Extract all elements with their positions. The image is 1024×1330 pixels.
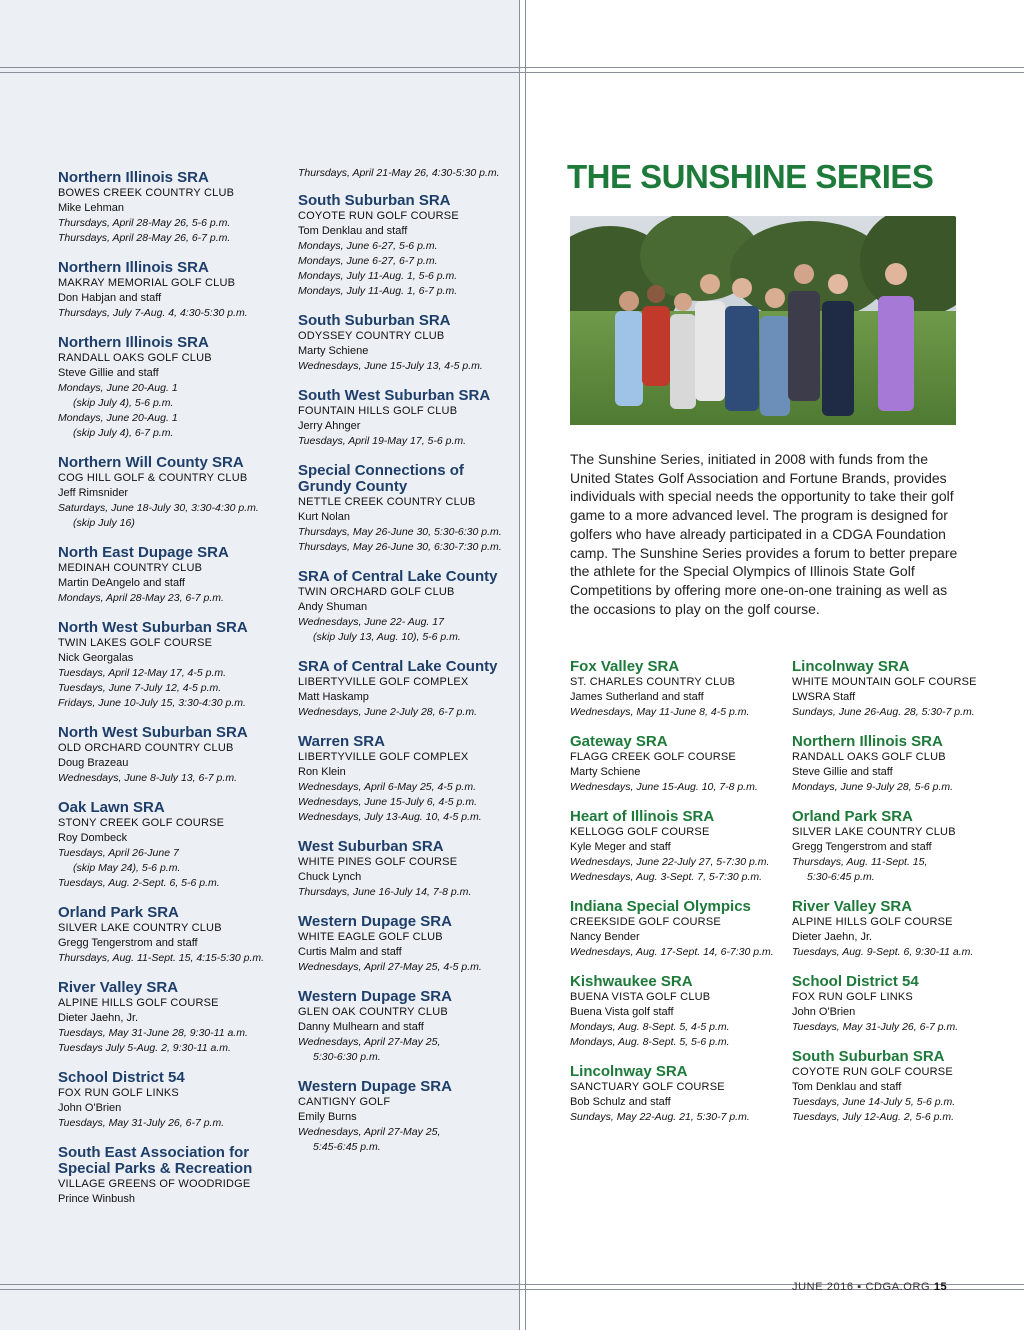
schedule-line: Tuesdays, April 19-May 17, 5-6 p.m.	[298, 435, 467, 447]
program-entry	[792, 734, 1017, 795]
schedule-line: Thursdays, May 26-June 30, 5:30-6:30 p.m.	[298, 526, 502, 538]
schedule-line: Wednesdays, June 15-July 6, 4-5 p.m.	[298, 796, 477, 808]
program-title: Northern Illinois SRA	[58, 334, 209, 351]
program-title: Northern Illinois SRA	[792, 733, 943, 750]
venue-name: TWIN LAKES GOLF COURSE	[58, 637, 213, 649]
contact-name: Bob Schulz and staff	[570, 1096, 671, 1108]
program-title: Gateway SRA	[570, 733, 668, 750]
schedule-line: (skip July 16)	[73, 517, 135, 529]
program-entry	[298, 659, 513, 720]
top-rule	[0, 72, 1024, 73]
contact-name: Dieter Jaehn, Jr.	[792, 931, 873, 943]
page-footer	[792, 1281, 947, 1293]
contact-name: Prince Winbush	[58, 1193, 136, 1205]
contact-name: Dieter Jaehn, Jr.	[58, 1012, 139, 1024]
venue-name: CREEKSIDE GOLF COURSE	[570, 916, 721, 928]
footer-issue: JUNE 2016 ▪ CDGA.ORG	[792, 1281, 931, 1293]
program-entry	[298, 463, 513, 555]
venue-name: SILVER LAKE COUNTRY CLUB	[58, 922, 222, 934]
contact-name: Mike Lehman	[58, 202, 125, 214]
schedule-line: Wednesdays, Aug. 17-Sept. 14, 6-7:30 p.m.	[570, 946, 774, 958]
program-entry	[298, 193, 513, 299]
schedule-line: Thursdays, Aug. 11-Sept. 15,	[792, 856, 928, 868]
schedule-line: Tuesdays, May 31-June 28, 9:30-11 a.m.	[58, 1027, 248, 1039]
program-column-1	[58, 170, 288, 1221]
contact-name: Tom Denklau and staff	[298, 225, 408, 237]
venue-name: WHITE MOUNTAIN GOLF COURSE	[792, 676, 977, 688]
schedule-line: Thursdays, May 26-June 30, 6:30-7:30 p.m.	[298, 541, 502, 553]
contact-name: Chuck Lynch	[298, 871, 362, 883]
program-title: River Valley SRA	[792, 898, 913, 915]
contact-name: Tom Denklau and staff	[792, 1081, 902, 1093]
schedule-line: Saturdays, June 18-July 30, 3:30-4:30 p.m.	[58, 502, 259, 514]
program-entry	[298, 734, 513, 825]
program-title: School District 54	[792, 973, 919, 990]
schedule-line: Thursdays, June 16-July 14, 7-8 p.m.	[298, 886, 472, 898]
contact-name: Gregg Tengerstrom and staff	[792, 841, 932, 853]
venue-name: ALPINE HILLS GOLF COURSE	[58, 997, 219, 1009]
program-entry	[58, 1070, 288, 1131]
program-title: Northern Illinois SRA	[58, 259, 209, 276]
program-entry	[298, 569, 513, 645]
schedule-line: Tuesdays, April 12-May 17, 4-5 p.m.	[58, 667, 227, 679]
schedule-line: Mondays, Aug. 8-Sept. 5, 5-6 p.m.	[570, 1036, 730, 1048]
schedule-line: (skip July 13, Aug. 10), 5-6 p.m.	[313, 631, 461, 643]
schedule-line: Wednesdays, June 15-Aug. 10, 7-8 p.m.	[570, 781, 758, 793]
program-entry	[58, 455, 288, 531]
schedule-line: Wednesdays, April 6-May 25, 4-5 p.m.	[298, 781, 476, 793]
contact-name: Matt Haskamp	[298, 691, 369, 703]
venue-name: RANDALL OAKS GOLF CLUB	[792, 751, 946, 763]
program-title: South East Association for Special Parks & Recreation	[58, 1144, 253, 1177]
program-entry	[570, 659, 785, 720]
contact-name: Roy Dombeck	[58, 832, 128, 844]
contact-name: Nancy Bender	[570, 931, 640, 943]
program-title: SRA of Central Lake County	[298, 658, 498, 675]
contact-name: Ron Klein	[298, 766, 346, 778]
group-photo	[570, 216, 956, 425]
program-title: Lincolnway SRA	[570, 1063, 688, 1080]
program-title: SRA of Central Lake County	[298, 568, 498, 585]
program-title: Warren SRA	[298, 733, 385, 750]
contact-name: Gregg Tengerstrom and staff	[58, 937, 198, 949]
program-title: Fox Valley SRA	[570, 658, 680, 675]
contact-name: Jerry Ahnger	[298, 420, 361, 432]
schedule-line: Mondays, June 9-July 28, 5-6 p.m.	[792, 781, 954, 793]
schedule-line: Tuesdays, June 7-July 12, 4-5 p.m.	[58, 682, 222, 694]
contact-name: John O'Brien	[58, 1102, 122, 1114]
page-number: 15	[933, 1281, 948, 1293]
column-divider	[525, 0, 526, 1330]
contact-name: Nick Georgalas	[58, 652, 134, 664]
schedule-line: (skip July 4), 6-7 p.m.	[73, 427, 174, 439]
venue-name: SANCTUARY GOLF COURSE	[570, 1081, 725, 1093]
program-column-3	[570, 659, 785, 1139]
contact-name: Martin DeAngelo and staff	[58, 577, 185, 589]
schedule-line: Mondays, June 6-27, 6-7 p.m.	[298, 255, 438, 267]
program-title: South Suburban SRA	[298, 312, 451, 329]
schedule-line: Thursdays, April 28-May 26, 5-6 p.m.	[58, 217, 231, 229]
page-title: THE SUNSHINE SERIES	[567, 158, 934, 195]
schedule-line: Tuesdays, May 31-July 26, 6-7 p.m.	[792, 1021, 959, 1033]
schedule-line: Mondays, April 28-May 23, 6-7 p.m.	[58, 592, 224, 604]
schedule-line: Tuesdays July 5-Aug. 2, 9:30-11 a.m.	[58, 1042, 231, 1054]
program-title: North West Suburban SRA	[58, 724, 248, 741]
venue-name: CANTIGNY GOLF	[298, 1096, 391, 1108]
program-entry	[58, 905, 288, 966]
venue-name: ST. CHARLES COUNTRY CLUB	[570, 676, 736, 688]
venue-name: ODYSSEY COUNTRY CLUB	[298, 330, 445, 342]
venue-name: WHITE EAGLE GOLF CLUB	[298, 931, 443, 943]
venue-name: FLAGG CREEK GOLF COURSE	[570, 751, 736, 763]
venue-name: SILVER LAKE COUNTRY CLUB	[792, 826, 956, 838]
program-title: River Valley SRA	[58, 979, 179, 996]
program-entry	[298, 914, 513, 975]
program-title: Western Dupage SRA	[298, 913, 452, 930]
program-title: Heart of Illinois SRA	[570, 808, 715, 825]
schedule-line: Tuesdays, May 31-July 26, 6-7 p.m.	[58, 1117, 225, 1129]
program-title: Special Connections of Grundy County	[298, 462, 464, 495]
schedule-line: 5:45-6:45 p.m.	[313, 1141, 381, 1153]
schedule-line: Mondays, June 20-Aug. 1	[58, 382, 178, 394]
venue-name: MAKRAY MEMORIAL GOLF CLUB	[58, 277, 236, 289]
schedule-line: Sundays, May 22-Aug. 21, 5:30-7 p.m.	[570, 1111, 750, 1123]
venue-name: WHITE PINES GOLF COURSE	[298, 856, 458, 868]
program-entry	[58, 170, 288, 246]
program-entry	[298, 1079, 513, 1155]
schedule-line: Tuesdays, Aug. 2-Sept. 6, 5-6 p.m.	[58, 877, 220, 889]
venue-name: KELLOGG GOLF COURSE	[570, 826, 710, 838]
program-title: Orland Park SRA	[58, 904, 179, 921]
program-entry	[58, 620, 288, 711]
contact-name: Steve Gillie and staff	[58, 367, 159, 379]
program-column-4	[792, 659, 1017, 1139]
intro-paragraph: The Sunshine Series, initiated in 2008 with funds from the United States Golf Association and Fortune Brands, provides individuals with special needs the opportunity to take their golf game to a more advanced level. The program is designed for golfers who have already participated in a CDGA Foundation camp. The Sunshine Series provides a forum to better prepare the athlete for the Special Olympics of Illinois State Golf Competitions by offering more one-on-one training as well as the occasions to play on the golf course.	[570, 451, 958, 617]
schedule-line: Mondays, July 11-Aug. 1, 5-6 p.m.	[298, 270, 458, 282]
contact-name: Andy Shuman	[298, 601, 368, 613]
venue-name: MEDINAH COUNTRY CLUB	[58, 562, 203, 574]
venue-name: RANDALL OAKS GOLF CLUB	[58, 352, 212, 364]
program-entry	[298, 989, 513, 1065]
program-title: Western Dupage SRA	[298, 1078, 452, 1095]
program-title: Western Dupage SRA	[298, 988, 452, 1005]
contact-name: LWSRA Staff	[792, 691, 856, 703]
program-entry	[570, 809, 785, 885]
schedule-line: (skip May 24), 5-6 p.m.	[73, 862, 181, 874]
venue-name: BUENA VISTA GOLF CLUB	[570, 991, 711, 1003]
program-title: North East Dupage SRA	[58, 544, 229, 561]
program-title: West Suburban SRA	[298, 838, 444, 855]
schedule-line: Tuesdays, June 14-July 5, 5-6 p.m.	[792, 1096, 956, 1108]
program-entry	[58, 725, 288, 786]
schedule-line: Wednesdays, April 27-May 25, 4-5 p.m.	[298, 961, 482, 973]
program-title: Northern Illinois SRA	[58, 169, 209, 186]
program-entry	[792, 974, 1017, 1035]
contact-name: James Sutherland and staff	[570, 691, 704, 703]
contact-name: John O'Brien	[792, 1006, 856, 1018]
contact-name: Curtis Malm and staff	[298, 946, 402, 958]
program-entry	[792, 659, 1017, 720]
column-divider	[519, 0, 520, 1330]
contact-name: Marty Schiene	[298, 345, 369, 357]
venue-name: TWIN ORCHARD GOLF CLUB	[298, 586, 455, 598]
venue-name: COYOTE RUN GOLF COURSE	[298, 210, 459, 222]
program-entry	[570, 734, 785, 795]
program-title: Lincolnway SRA	[792, 658, 910, 675]
schedule-line: 5:30-6:30 p.m.	[313, 1051, 381, 1063]
program-entry	[792, 899, 1017, 960]
schedule-line: Tuesdays, April 26-June 7	[58, 847, 179, 859]
schedule-line: Thursdays, April 21-May 26, 4:30-5:30 p.m.	[298, 167, 500, 179]
schedule-line: Wednesdays, May 11-June 8, 4-5 p.m.	[570, 706, 750, 718]
contact-name: Kurt Nolan	[298, 511, 350, 523]
schedule-line: Wednesdays, April 27-May 25,	[298, 1036, 441, 1048]
schedule-line: Thursdays, Aug. 11-Sept. 15, 4:15-5:30 p.m.	[58, 952, 265, 964]
contact-name: Doug Brazeau	[58, 757, 129, 769]
venue-name: FOUNTAIN HILLS GOLF CLUB	[298, 405, 458, 417]
program-title: South Suburban SRA	[792, 1048, 945, 1065]
schedule-line: Wednesdays, Aug. 3-Sept. 7, 5-7:30 p.m.	[570, 871, 763, 883]
venue-name: STONY CREEK GOLF COURSE	[58, 817, 225, 829]
venue-name: OLD ORCHARD COUNTRY CLUB	[58, 742, 234, 754]
schedule-line: Wednesdays, June 8-July 13, 6-7 p.m.	[58, 772, 237, 784]
contact-name: Buena Vista golf staff	[570, 1006, 674, 1018]
program-title: School District 54	[58, 1069, 185, 1086]
program-title: Kishwaukee SRA	[570, 973, 693, 990]
schedule-line: Mondays, June 6-27, 5-6 p.m.	[298, 240, 438, 252]
schedule-line: Tuesdays, Aug. 9-Sept. 6, 9:30-11 a.m.	[792, 946, 974, 958]
venue-name: ALPINE HILLS GOLF COURSE	[792, 916, 953, 928]
schedule-line: Mondays, Aug. 8-Sept. 5, 4-5 p.m.	[570, 1021, 730, 1033]
contact-name: Emily Burns	[298, 1111, 357, 1123]
venue-name: LIBERTYVILLE GOLF COMPLEX	[298, 751, 469, 763]
contact-name: Don Habjan and staff	[58, 292, 162, 304]
program-entry	[58, 335, 288, 441]
program-entry	[58, 980, 288, 1056]
venue-name: FOX RUN GOLF LINKS	[792, 991, 913, 1003]
program-title: Orland Park SRA	[792, 808, 913, 825]
program-title: Oak Lawn SRA	[58, 799, 165, 816]
program-title: Indiana Special Olympics	[570, 898, 751, 915]
venue-name: BOWES CREEK COUNTRY CLUB	[58, 187, 235, 199]
program-column-2	[298, 166, 513, 1169]
program-entry	[298, 313, 513, 374]
program-title: North West Suburban SRA	[58, 619, 248, 636]
schedule-line: Wednesdays, June 22-July 27, 5-7:30 p.m.	[570, 856, 770, 868]
top-rule	[0, 67, 1024, 68]
schedule-line: Thursdays, April 28-May 26, 6-7 p.m.	[58, 232, 231, 244]
venue-name: LIBERTYVILLE GOLF COMPLEX	[298, 676, 469, 688]
program-entry	[58, 1145, 288, 1207]
schedule-line: Mondays, July 11-Aug. 1, 6-7 p.m.	[298, 285, 458, 297]
program-entry	[58, 545, 288, 606]
venue-name: FOX RUN GOLF LINKS	[58, 1087, 179, 1099]
program-entry	[570, 974, 785, 1050]
schedule-line: Wednesdays, April 27-May 25,	[298, 1126, 441, 1138]
program-entry	[58, 260, 288, 321]
schedule-line: Wednesdays, June 2-July 28, 6-7 p.m.	[298, 706, 477, 718]
program-entry	[792, 809, 1017, 885]
program-entry	[58, 800, 288, 891]
program-title: South West Suburban SRA	[298, 387, 491, 404]
venue-name: COYOTE RUN GOLF COURSE	[792, 1066, 953, 1078]
schedule-line: (skip July 4), 5-6 p.m.	[73, 397, 174, 409]
contact-name: Kyle Meger and staff	[570, 841, 671, 853]
venue-name: NETTLE CREEK COUNTRY CLUB	[298, 496, 476, 508]
schedule-line: Thursdays, July 7-Aug. 4, 4:30-5:30 p.m.	[58, 307, 248, 319]
program-title: South Suburban SRA	[298, 192, 451, 209]
schedule-line: Fridays, June 10-July 15, 3:30-4:30 p.m.	[58, 697, 246, 709]
contact-name: Steve Gillie and staff	[792, 766, 893, 778]
program-entry	[570, 899, 785, 960]
schedule-line: 5:30-6:45 p.m.	[807, 871, 875, 883]
program-entry	[298, 388, 513, 449]
schedule-line: Wednesdays, July 13-Aug. 10, 4-5 p.m.	[298, 811, 482, 823]
venue-name: VILLAGE GREENS OF WOODRIDGE	[58, 1178, 251, 1190]
schedule-line: Wednesdays, June 22- Aug. 17	[298, 616, 444, 628]
schedule-line: Tuesdays, July 12-Aug. 2, 5-6 p.m.	[792, 1111, 955, 1123]
program-entry	[570, 1064, 785, 1125]
contact-name: Marty Schiene	[570, 766, 641, 778]
contact-name: Jeff Rimsnider	[58, 487, 129, 499]
program-title: Northern Will County SRA	[58, 454, 244, 471]
schedule-line: Sundays, June 26-Aug. 28, 5:30-7 p.m.	[792, 706, 975, 718]
program-entry	[792, 1049, 1017, 1125]
venue-name: COG HILL GOLF & COUNTRY CLUB	[58, 472, 248, 484]
program-entry	[298, 839, 513, 900]
contact-name: Danny Mulhearn and staff	[298, 1021, 424, 1033]
schedule-line: Wednesdays, June 15-July 13, 4-5 p.m.	[298, 360, 483, 372]
venue-name: GLEN OAK COUNTRY CLUB	[298, 1006, 448, 1018]
schedule-line: Mondays, June 20-Aug. 1	[58, 412, 178, 424]
